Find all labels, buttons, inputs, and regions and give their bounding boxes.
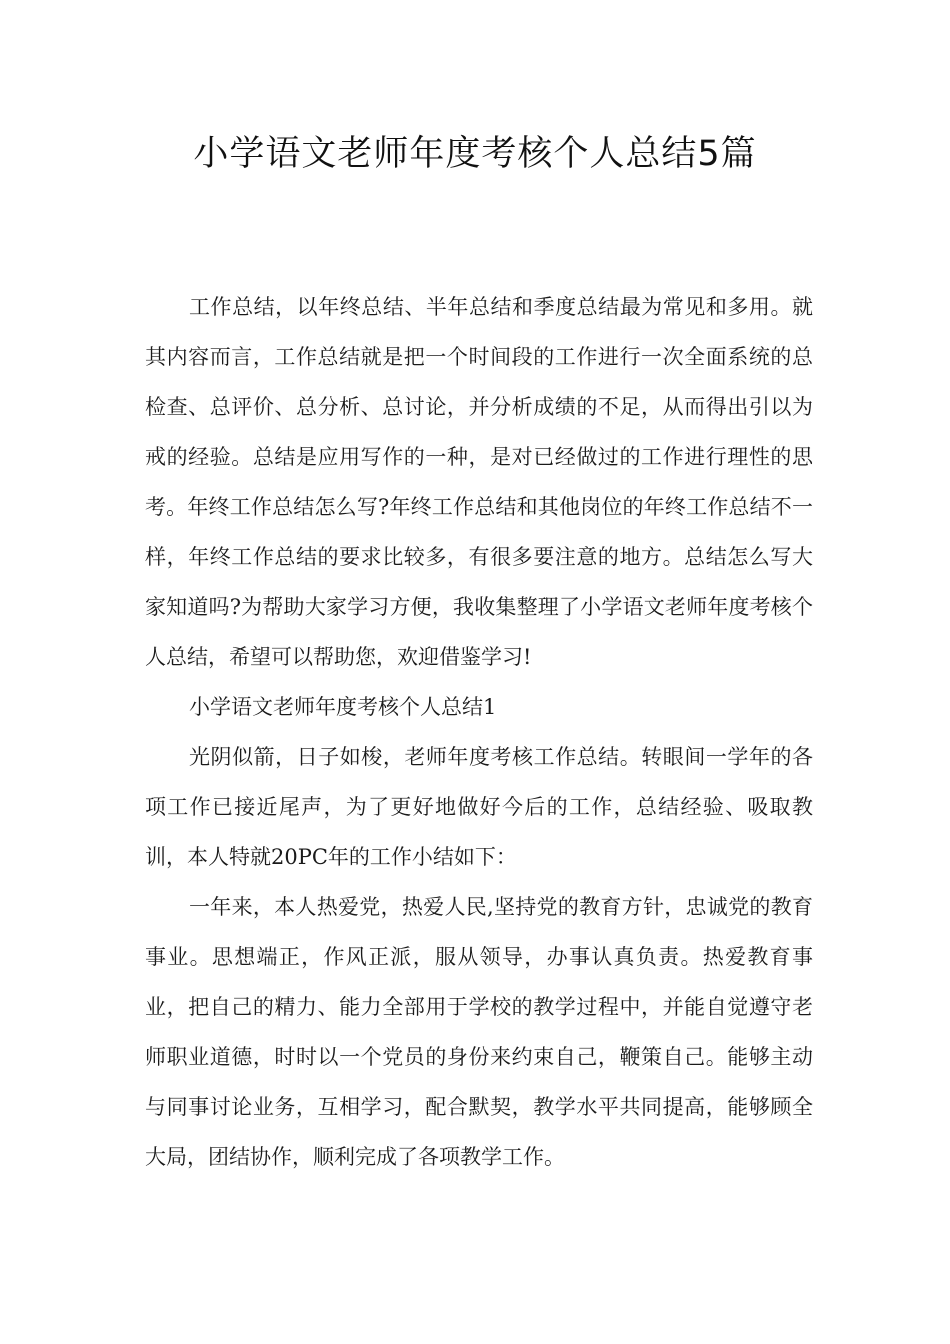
- document-body: [145, 282, 813, 1182]
- body-paragraph: 一年来，本人热爱党，热爱人民,坚持党的教育方针，忠诚党的教育事业。思想端正，作风正派，服从领导，办事认真负责。热爱教育事业，把自己的精力、能力全部用于学校的教学过程中，并能自觉遵守老师职业道德，时时以一个党员的身份来约束自己，鞭策自己。能够主动与同事讨论业务，互相学习，配合默契，教学水平共同提高，能够顾全大局，团结协作，顺利完成了各项教学工作。: [145, 895, 813, 1169]
- intro-paragraph: 工作总结，以年终总结、半年总结和季度总结最为常见和多用。就其内容而言，工作总结就是把一个时间段的工作进行一次全面系统的总检查、总评价、总分析、总讨论，并分析成绩的不足，从而得出引以为戒的经验。总结是应用写作的一种，是对已经做过的工作进行理性的思考。年终工作总结怎么写?年终工作总结和其他岗位的年终工作总结不一样，年终工作总结的要求比较多，有很多要注意的地方。总结怎么写大家知道吗?为帮助大家学习方便，我收集整理了小学语文老师年度考核个人总结，希望可以帮助您，欢迎借鉴学习!: [145, 295, 813, 669]
- section-heading: 小学语文老师年度考核个人总结1: [189, 695, 497, 719]
- document-title: 小学语文老师年度考核个人总结5篇: [193, 134, 757, 174]
- body-paragraph: 光阴似箭，日子如梭，老师年度考核工作总结。转眼间一学年的各项工作已接近尾声，为了更好地做好今后的工作，总结经验、吸取教训，本人特就20PC年的工作小结如下：: [145, 745, 813, 869]
